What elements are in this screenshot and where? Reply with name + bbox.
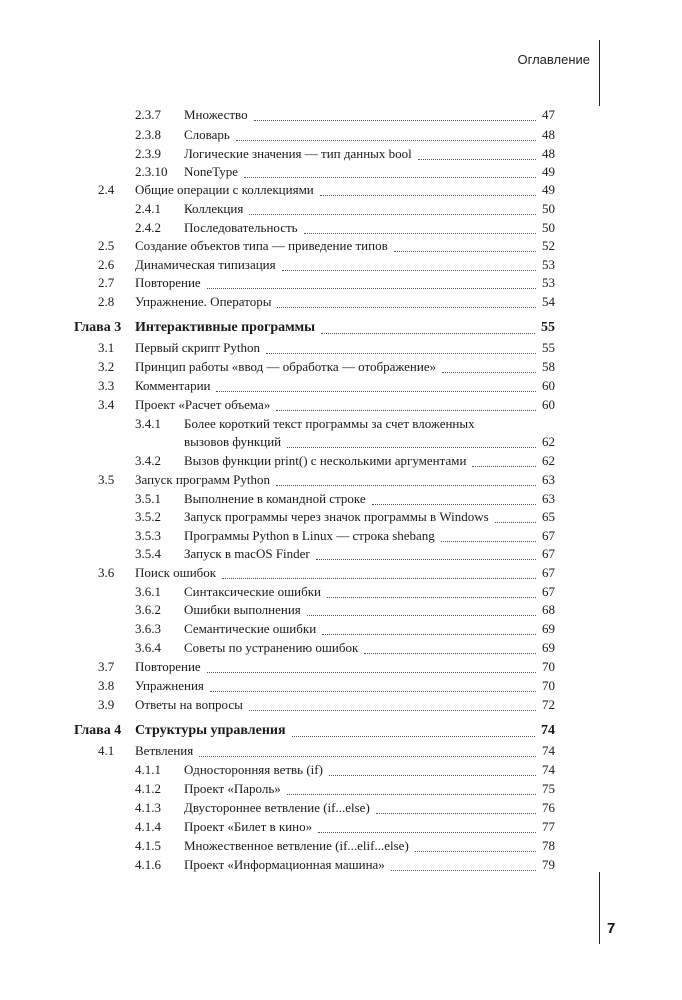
toc-entry-page: 70 [542, 659, 555, 674]
toc-entry-number: 3.6.4 [135, 640, 161, 655]
toc-entry-page: 53 [542, 275, 555, 290]
toc-entry-number: 4.1.5 [135, 838, 161, 853]
toc-entry-number: 3.6.1 [135, 584, 161, 599]
toc-entry-title: Запуск программы через значок программы в Windows [184, 509, 489, 524]
toc-entry-title: Динамическая типизация [135, 257, 276, 272]
dot-leader [304, 216, 536, 234]
toc-entry-page: 77 [542, 819, 555, 834]
toc-entry-page: 48 [542, 146, 555, 161]
toc-entry-page: 48 [542, 127, 555, 142]
toc-entry-page: 65 [542, 509, 555, 524]
toc-entry-page: 67 [542, 584, 555, 599]
dot-leader [327, 580, 536, 598]
toc-entry-page: 52 [542, 238, 555, 253]
dot-leader [276, 468, 536, 486]
toc-entry-title: Принцип работы «ввод — обработка — отображение» [135, 359, 437, 374]
toc-entry-page: 49 [542, 182, 555, 197]
toc-entry-number: 3.4.2 [135, 453, 161, 468]
toc-entry-title: Упражнение. Операторы [135, 294, 272, 309]
toc-entry-title: Создание объектов типа — приведение типов [135, 238, 388, 253]
toc-entry-title: NoneType [184, 164, 238, 179]
toc-entry-number: 4.1.6 [135, 857, 161, 872]
toc-entry-number: 3.5 [98, 472, 115, 487]
toc-entry-page: 50 [542, 220, 555, 235]
toc-entry [0, 780, 682, 798]
dot-leader [207, 271, 536, 289]
toc-entry-page: 63 [542, 472, 555, 487]
toc-entry-page: 54 [542, 294, 555, 309]
toc-entry [0, 293, 682, 311]
toc-entry-number: 4.1.3 [135, 800, 161, 815]
dot-leader [418, 142, 536, 160]
toc-entry-number: 2.8 [98, 294, 115, 309]
dot-leader [376, 796, 536, 814]
dot-leader [287, 777, 536, 795]
toc-chapter-entry [0, 319, 682, 337]
toc-entry-title: Проект «Информационная машина» [184, 857, 385, 872]
toc-entry-number: 2.4.1 [135, 201, 161, 216]
toc-entry-title: Проект «Пароль» [184, 781, 281, 796]
dot-leader [216, 374, 536, 392]
toc-entry [0, 396, 682, 414]
toc-entry-title: Программы Python в Linux — строка shebang [184, 528, 435, 543]
toc-entry-number: Глава 4 [74, 723, 122, 738]
toc-entry-title: Семантические ошибки [184, 621, 317, 636]
toc-entry-page: 75 [542, 781, 555, 796]
dot-leader [199, 739, 536, 757]
toc-entry-title: Интерактивные программы [135, 320, 316, 335]
toc-entry [0, 471, 682, 489]
toc-entry-number: 3.2 [98, 359, 115, 374]
dot-leader [441, 524, 536, 542]
dot-leader [307, 598, 536, 616]
toc-entry [0, 126, 682, 144]
dot-leader [254, 103, 536, 121]
toc-entry-title: Советы по устранению ошибок [184, 640, 359, 655]
dot-leader [329, 758, 536, 776]
toc-entry-number: 2.3.8 [135, 127, 161, 142]
dot-leader [364, 636, 536, 654]
toc-entry-number: 4.1.1 [135, 762, 161, 777]
dot-leader [495, 505, 536, 523]
toc-entry-number: 2.3.7 [135, 107, 161, 122]
toc-entry-page: 74 [542, 743, 555, 758]
dot-leader [222, 561, 536, 579]
toc-entry-page: 63 [542, 491, 555, 506]
toc-entry-page: 55 [542, 340, 555, 355]
toc-entry-page: 74 [542, 762, 555, 777]
toc-entry-page: 78 [542, 838, 555, 853]
dot-leader [287, 430, 536, 448]
toc-entry-page: 68 [542, 602, 555, 617]
toc-entry-number: 3.6.3 [135, 621, 161, 636]
dot-leader [318, 815, 536, 833]
dot-leader [442, 355, 536, 373]
toc-entry-page: 55 [541, 320, 555, 335]
toc-entry-number: 3.4 [98, 397, 115, 412]
dot-leader [372, 487, 536, 505]
toc-entry-title: Структуры управления [135, 723, 286, 738]
toc-entry-title: Общие операции с коллекциями [135, 182, 314, 197]
toc-entry-number: 2.7 [98, 275, 115, 290]
toc-entry-page: 69 [542, 621, 555, 636]
toc-entry [0, 696, 682, 714]
dot-leader [292, 719, 535, 737]
toc-entry-page: 53 [542, 257, 555, 272]
toc-entry-page: 58 [542, 359, 555, 374]
dot-leader [207, 655, 536, 673]
toc-entry-title-continued [0, 433, 682, 451]
toc-entry-title: Проект «Расчет объема» [135, 397, 271, 412]
toc-entry-title: Синтаксические ошибки [184, 584, 321, 599]
toc-entry-number: 3.4.1 [135, 416, 161, 431]
toc-entry-page: 67 [542, 528, 555, 543]
toc-entry-number: 3.1 [98, 340, 115, 355]
toc-entry-title: Множество [184, 107, 248, 122]
dot-leader [316, 542, 536, 560]
toc-entry-number: 3.9 [98, 697, 115, 712]
toc-entry-page: 62 [542, 434, 555, 449]
toc-entry-number: 3.5.2 [135, 509, 161, 524]
toc-entry-page: 60 [542, 397, 555, 412]
toc-entry-page: 76 [542, 800, 555, 815]
toc-entry-title: Повторение [135, 275, 201, 290]
toc-entry-number: 2.3.10 [135, 164, 168, 179]
toc-entry-title: Повторение [135, 659, 201, 674]
toc-entry [0, 837, 682, 855]
toc-entry-page: 49 [542, 164, 555, 179]
dot-leader [249, 693, 536, 711]
toc-entry-number: Глава 3 [74, 320, 122, 335]
dot-leader [244, 160, 536, 178]
toc-entry-title: Выполнение в командной строке [184, 491, 366, 506]
toc-entry-title: Ответы на вопросы [135, 697, 243, 712]
toc-entry-title: Односторонняя ветвь (if) [184, 762, 323, 777]
toc-entry-number: 3.7 [98, 659, 115, 674]
page-number: 7 [607, 920, 616, 937]
toc-entry-page: 62 [542, 453, 555, 468]
toc-entry-page: 69 [542, 640, 555, 655]
toc-entry-title: Запуск программ Python [135, 472, 271, 487]
toc-entry-title: Множественное ветвление (if...elif...else) [184, 838, 409, 853]
toc-entry-number: 4.1.2 [135, 781, 161, 796]
toc-entry [0, 856, 682, 874]
toc-entry-number: 2.6 [98, 257, 115, 272]
toc-entry-number: 4.1 [98, 743, 115, 758]
toc-entry-page: 72 [542, 697, 555, 712]
toc-entry-title: Запуск в macOS Finder [184, 546, 310, 561]
toc-entry-page: 47 [542, 107, 555, 122]
toc-entry-number: 3.8 [98, 678, 115, 693]
dot-leader [321, 316, 535, 334]
toc-entry-title: Логические значения — тип данных bool [184, 146, 412, 161]
dot-leader [236, 123, 536, 141]
running-head: Оглавление [517, 52, 590, 67]
toc-entry-number: 3.6 [98, 565, 115, 580]
toc-entry-title: Проект «Билет в кино» [184, 819, 313, 834]
toc-chapter-entry [0, 722, 682, 740]
dot-leader [394, 234, 536, 252]
toc-entry-page: 74 [541, 723, 555, 738]
dot-leader [282, 253, 536, 271]
dot-leader [276, 393, 536, 411]
toc-entry-title: Более короткий текст программы за счет вложенных [184, 416, 475, 431]
toc-entry-title: Первый скрипт Python [135, 340, 261, 355]
toc-entry-title: Поиск ошибок [135, 565, 217, 580]
toc-entry-title: Ветвления [135, 743, 194, 758]
toc-entry-title: Упражнения [135, 678, 204, 693]
toc-entry-title-continued-text: вызовов функций [184, 434, 282, 449]
toc-entry-number: 3.5.3 [135, 528, 161, 543]
toc-entry-number: 3.6.2 [135, 602, 161, 617]
toc-entry-title: Последовательность [184, 220, 298, 235]
toc-entry-number: 2.5 [98, 238, 115, 253]
toc-entry-number: 3.5.4 [135, 546, 161, 561]
dot-leader [322, 617, 536, 635]
toc-entry-number: 3.5.1 [135, 491, 161, 506]
toc-entry-page: 67 [542, 546, 555, 561]
toc-entry [0, 490, 682, 508]
toc-entry-page: 79 [542, 857, 555, 872]
toc-entry [0, 219, 682, 237]
dot-leader [249, 197, 536, 215]
toc-entry-title: Вызов функции print() с несколькими аргументами [184, 453, 467, 468]
toc-entry-page: 70 [542, 678, 555, 693]
toc-entry [0, 339, 682, 357]
dot-leader [320, 178, 536, 196]
dot-leader [266, 336, 536, 354]
dot-leader [391, 853, 536, 871]
toc-entry [0, 508, 682, 526]
toc-entry-title: Ошибки выполнения [184, 602, 301, 617]
toc-entry-number: 4.1.4 [135, 819, 161, 834]
toc-entry [0, 818, 682, 836]
toc-entry-number: 2.4 [98, 182, 115, 197]
toc-entry-number: 2.3.9 [135, 146, 161, 161]
toc-entry-number: 2.4.2 [135, 220, 161, 235]
toc-entry-page: 67 [542, 565, 555, 580]
dot-leader [472, 449, 536, 467]
toc-entry-page: 60 [542, 378, 555, 393]
toc-entry [0, 106, 682, 124]
toc-entry-title: Комментарии [135, 378, 211, 393]
dot-leader [210, 674, 536, 692]
toc-entry-page: 50 [542, 201, 555, 216]
dot-leader [277, 290, 536, 308]
toc-entry-title: Двустороннее ветвление (if...else) [184, 800, 370, 815]
dot-leader [415, 834, 536, 852]
toc-entry-title: Коллекция [184, 201, 244, 216]
toc-entry-title: Словарь [184, 127, 230, 142]
toc-entry [0, 620, 682, 638]
toc-entry-number: 3.3 [98, 378, 115, 393]
